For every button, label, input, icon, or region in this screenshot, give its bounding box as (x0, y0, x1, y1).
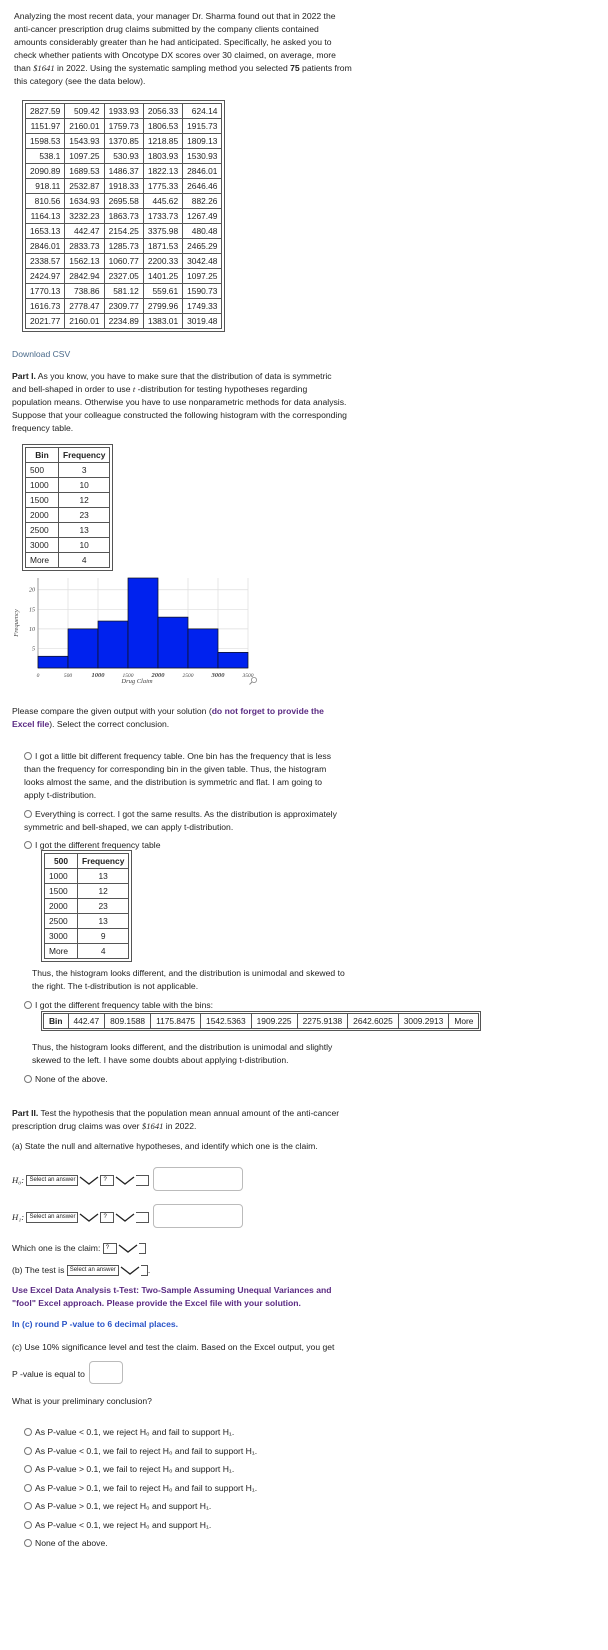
table-row (26, 239, 222, 254)
chevron-down-icon[interactable] (78, 1213, 100, 1222)
table-row (26, 134, 222, 149)
chevron-down-icon[interactable] (117, 1244, 139, 1253)
table-cell: 2827.59 (26, 104, 65, 119)
table-cell: 2646.46 (183, 179, 222, 194)
table-cell: 581.12 (104, 284, 143, 299)
part2-option-7[interactable] (24, 1537, 344, 1556)
table-cell: 4 (78, 944, 129, 959)
table-cell: 1689.53 (65, 164, 104, 179)
table-row (26, 538, 110, 553)
table-row (26, 553, 110, 568)
table-cell: 4 (59, 553, 110, 568)
part1-paragraph: Part I. As you know, you have to make sure that the distribution of data is symmetric and bell-shaped in order to use t -distribution for testing hypotheses regarding population means. Otherwise you have to use nonparametric methods for data analysis. Suppose that your colleague constructed the following histogram with the corresponding frequency table. (12, 371, 347, 433)
table-cell: 1616.73 (26, 299, 65, 314)
table-row (26, 463, 110, 478)
radio-icon[interactable] (24, 1539, 32, 1547)
download-csv-link[interactable]: Download CSV (12, 349, 71, 359)
table-cell: 1759.73 (104, 119, 143, 134)
table-row (26, 164, 222, 179)
table-row (45, 914, 129, 929)
claim-select-end (139, 1243, 146, 1254)
table-row (26, 299, 222, 314)
table-row (26, 269, 222, 284)
table-cell: 13 (59, 523, 110, 538)
histogram-bar (158, 617, 188, 668)
excel-note: Use Excel Data Analysis t-Test: Two-Sample Assuming Unequal Variances and "fool" Excel approach. Please provide the Excel file with your solution. (12, 1285, 332, 1308)
h0-operator-select[interactable]: ? (100, 1175, 114, 1186)
table-cell: 738.86 (65, 284, 104, 299)
table-cell: 2695.58 (104, 194, 143, 209)
radio-icon[interactable] (24, 1484, 32, 1492)
table-cell: 1634.93 (65, 194, 104, 209)
claim-row: Which one is the claim: ? (12, 1241, 146, 1255)
table-header-row (26, 448, 110, 463)
table-cell: 3009.2913 (398, 1014, 449, 1029)
table-cell: 500 (26, 463, 59, 478)
table-cell: 1806.53 (143, 119, 182, 134)
h1-operator-select[interactable]: ? (100, 1212, 114, 1223)
table-cell: 810.56 (26, 194, 65, 209)
table-header-row (45, 854, 129, 869)
table-cell: 1164.13 (26, 209, 65, 224)
table-cell: 1383.01 (143, 314, 182, 329)
table-cell: 2000 (26, 508, 59, 523)
claim-select[interactable]: ? (103, 1243, 117, 1254)
table-header: Frequency (59, 448, 110, 463)
table-cell: 2532.87 (65, 179, 104, 194)
part1-option-1[interactable]: I got a little bit different frequency table. One bin has the frequency that is less than the frequency for corresponding bin in the given table. Thus, the histogram looks almost the same, and the distribution is symmetric and flat. I am going to apply t-distribution. (24, 751, 332, 800)
histogram-bar (218, 652, 248, 668)
x-tick-label: 1500 (122, 673, 134, 679)
table-cell: 2799.96 (143, 299, 182, 314)
test-type-select[interactable]: Select an answer (67, 1265, 119, 1276)
h0-label: H₀: (12, 1175, 25, 1185)
table-cell: 1401.25 (143, 269, 182, 284)
table-cell: 1486.37 (104, 164, 143, 179)
table-cell: 2833.73 (65, 239, 104, 254)
table-cell: 2234.89 (104, 314, 143, 329)
table-cell: 1151.97 (26, 119, 65, 134)
histogram-chart (8, 568, 270, 698)
table-cell: 882.26 (183, 194, 222, 209)
table-row (44, 1014, 479, 1029)
table-cell: 3 (59, 463, 110, 478)
table-cell: 1543.93 (65, 134, 104, 149)
x-tick-label: 2000 (151, 672, 165, 679)
y-tick-label: 20 (29, 587, 35, 594)
table-cell: 3000 (45, 929, 78, 944)
h0-row (12, 1173, 149, 1187)
table-cell: 1871.53 (143, 239, 182, 254)
table-cell: 1770.13 (26, 284, 65, 299)
table-cell: 530.93 (104, 149, 143, 164)
table-cell: 2465.29 (183, 239, 222, 254)
radio-icon[interactable] (24, 841, 32, 849)
h1-select-end (136, 1212, 149, 1223)
table-cell: 2309.77 (104, 299, 143, 314)
table-cell: 9 (78, 929, 129, 944)
table-header: Frequency (78, 854, 129, 869)
x-tick-label: 3000 (211, 672, 225, 679)
option-label: As P-value > 0.1, we fail to reject H₀ and support H₁. (35, 1464, 235, 1474)
option-label: As P-value < 0.1, we reject H₀ and support H₁. (35, 1519, 212, 1530)
h1-value-input[interactable] (153, 1204, 243, 1228)
radio-icon[interactable] (24, 1075, 32, 1083)
table-cell: 23 (59, 508, 110, 523)
table-row (26, 314, 222, 329)
table-row (26, 254, 222, 269)
table-cell: 3375.98 (143, 224, 182, 239)
freq-table-wrapper (22, 444, 113, 571)
radio-icon[interactable] (24, 1521, 32, 1529)
table-cell: 3042.48 (183, 254, 222, 269)
option4-bins-table (43, 1013, 479, 1029)
h0-select-end (136, 1175, 149, 1186)
table-cell: 2846.01 (26, 239, 65, 254)
test-type-select-end (141, 1265, 148, 1276)
table-cell: 3000 (26, 538, 59, 553)
table-cell: 23 (78, 899, 129, 914)
part1-option-2[interactable]: Everything is correct. I got the same results. As the distribution is approximately symmetric and bell-shaped, we can apply t-distribution. (24, 809, 337, 832)
x-axis-label: Drug Claim (121, 678, 153, 685)
table-row (45, 869, 129, 884)
part2-option-1[interactable] (24, 1426, 344, 1445)
x-tick-label: 0 (36, 673, 40, 679)
table-cell: 2846.01 (183, 164, 222, 179)
table-cell: 1909.225 (251, 1014, 297, 1029)
round-note: In (c) round P -value to 6 decimal places. (12, 1319, 179, 1329)
table-cell: 809.1588 (105, 1014, 151, 1029)
table-cell: 1933.93 (104, 104, 143, 119)
table-cell: 2154.25 (104, 224, 143, 239)
table-cell: 10 (59, 538, 110, 553)
y-tick-label: 15 (29, 607, 35, 614)
table-cell: 1097.25 (183, 269, 222, 284)
table-cell: 2842.94 (65, 269, 104, 284)
table-row (26, 104, 222, 119)
table-cell: 480.48 (183, 224, 222, 239)
table-cell: 12 (78, 884, 129, 899)
table-row (45, 884, 129, 899)
x-tick-label: 2500 (182, 673, 194, 679)
part2-c-text: (c) Use 10% significance level and test the claim. Based on the Excel output, you get (12, 1342, 335, 1352)
table-cell: 2275.9138 (297, 1014, 348, 1029)
table-cell: 2160.01 (65, 119, 104, 134)
h0-value-input[interactable] (153, 1167, 243, 1191)
part2-option-4[interactable] (24, 1482, 344, 1501)
pvalue-input[interactable] (89, 1361, 123, 1384)
table-header: 500 (45, 854, 78, 869)
y-axis-label: Frequency (13, 609, 20, 637)
part2-a-text: (a) State the null and alternative hypotheses, and identify which one is the claim. (12, 1141, 318, 1151)
histogram-bar (38, 656, 68, 668)
table-cell: 2056.33 (143, 104, 182, 119)
table-cell: 442.47 (68, 1014, 105, 1029)
table-cell: 1530.93 (183, 149, 222, 164)
table-cell: 3019.48 (183, 314, 222, 329)
table-cell: 1803.93 (143, 149, 182, 164)
part2-paragraph: Part II. Test the hypothesis that the population mean annual amount of the anti-cancer prescription drug claims was over $1641 in 2022. (12, 1108, 340, 1131)
table-cell: 2778.47 (65, 299, 104, 314)
table-cell: 10 (59, 478, 110, 493)
table-cell: 1775.33 (143, 179, 182, 194)
chevron-down-icon[interactable] (78, 1176, 100, 1185)
table-cell: 2500 (45, 914, 78, 929)
table-cell: 1863.73 (104, 209, 143, 224)
part2-option-5[interactable] (24, 1500, 344, 1519)
radio-icon[interactable] (24, 1428, 32, 1436)
table-cell: 1918.33 (104, 179, 143, 194)
intro-paragraph: Analyzing the most recent data, your manager Dr. Sharma found out that in 2022 the anti-cancer prescription drug claims submitted by the company clients contained amounts considerably greater than he had anticipated. Specifically, he asked you to check whether patients with Oncotype DX scores over 30 claimed, on average, more than $1641 in 2022. Using the systematic sampling method you selected 75 patients from this category (see the data below). (14, 11, 352, 86)
table-cell: 1000 (45, 869, 78, 884)
table-header: Bin (26, 448, 59, 463)
table-cell: 918.11 (26, 179, 65, 194)
table-row (26, 478, 110, 493)
table-cell: 559.61 (143, 284, 182, 299)
table-row (26, 523, 110, 538)
table-cell: 2200.33 (143, 254, 182, 269)
option-label: None of the above. (35, 1538, 108, 1548)
part1-option-5[interactable]: None of the above. (24, 1073, 344, 1086)
table-cell: 1175.8475 (151, 1014, 201, 1029)
table-row (26, 224, 222, 239)
table-row (26, 179, 222, 194)
table-cell: 442.47 (65, 224, 104, 239)
table-cell: 2642.6025 (348, 1014, 399, 1029)
table-cell: 1500 (26, 493, 59, 508)
table-cell: 1822.13 (143, 164, 182, 179)
radio-icon[interactable] (24, 1465, 32, 1473)
radio-icon[interactable] (24, 810, 32, 818)
table-cell: 1590.73 (183, 284, 222, 299)
x-tick-label: 3500 (242, 673, 254, 679)
table-row (26, 149, 222, 164)
table-cell: 624.14 (183, 104, 222, 119)
x-tick-label: 1000 (91, 672, 105, 679)
table-cell: 13 (78, 914, 129, 929)
part2-option-6[interactable] (24, 1519, 344, 1538)
table-row (26, 119, 222, 134)
table-row (26, 508, 110, 523)
table-cell: 445.62 (143, 194, 182, 209)
option3-text: Thus, the histogram looks different, and the distribution is unimodal and skewed to the right. The t-distribution is not applicable. (32, 968, 345, 991)
option-label: As P-value > 0.1, we reject H₀ and support H₁. (35, 1501, 212, 1511)
part2-options (24, 1426, 344, 1556)
frequency-table (25, 447, 110, 568)
x-tick-label: 500 (63, 673, 73, 679)
histogram-bar (68, 629, 98, 668)
radio-icon[interactable] (24, 752, 32, 760)
option-label: As P-value > 0.1, we fail to reject H₀ and fail to support H₁. (35, 1482, 258, 1493)
option4-bins-wrapper (41, 1011, 481, 1031)
table-cell: 1915.73 (183, 119, 222, 134)
table-row (26, 209, 222, 224)
table-cell: 1653.13 (26, 224, 65, 239)
chevron-down-icon[interactable] (119, 1266, 141, 1275)
table-header: Bin (44, 1014, 69, 1029)
y-tick-label: 10 (29, 626, 35, 633)
option-label: As P-value < 0.1, we reject H₀ and fail to support H₁. (35, 1427, 235, 1437)
table-cell: 2160.01 (65, 314, 104, 329)
radio-icon[interactable] (24, 1001, 32, 1009)
table-cell: More (45, 944, 78, 959)
h0-select[interactable]: Select an answer (26, 1175, 78, 1186)
option4-text: Thus, the histogram looks different, and the distribution is unimodal and slightly skewed to the left. I have some doubts about applying t-distribution. (32, 1042, 333, 1065)
prelim-question: What is your preliminary conclusion? (12, 1396, 152, 1406)
table-row (26, 194, 222, 209)
table-cell: 1598.53 (26, 134, 65, 149)
table-cell: 2000 (45, 899, 78, 914)
table-cell: 1542.5363 (201, 1014, 252, 1029)
table-cell: 1809.13 (183, 134, 222, 149)
compare-paragraph: Please compare the given output with your solution (do not forget to provide the Excel file). Select the correct conclusion. (12, 706, 324, 729)
table-cell: 1060.77 (104, 254, 143, 269)
part1-option-3[interactable]: I got the different frequency table (24, 839, 344, 852)
table-cell: 13 (78, 869, 129, 884)
table-cell: 1285.73 (104, 239, 143, 254)
table-cell: 1733.73 (143, 209, 182, 224)
part2-option-2[interactable] (24, 1445, 344, 1464)
table-row (45, 899, 129, 914)
table-cell: 12 (59, 493, 110, 508)
histogram-bar (188, 629, 218, 668)
part2-option-3[interactable] (24, 1463, 344, 1482)
chevron-down-icon[interactable] (114, 1176, 136, 1185)
table-cell: 1097.25 (65, 149, 104, 164)
table-cell: 1370.85 (104, 134, 143, 149)
table-cell: 2021.77 (26, 314, 65, 329)
h1-select[interactable]: Select an answer (26, 1212, 78, 1223)
table-cell: 1749.33 (183, 299, 222, 314)
table-cell: 1267.49 (183, 209, 222, 224)
table-row (45, 944, 129, 959)
table-cell: 509.42 (65, 104, 104, 119)
table-cell: 2424.97 (26, 269, 65, 284)
table-cell: 2500 (26, 523, 59, 538)
table-cell: More (26, 553, 59, 568)
table-cell: 2338.57 (26, 254, 65, 269)
table-cell: More (449, 1014, 479, 1029)
part1-option-4[interactable]: I got the different frequency table with the bins: (24, 999, 344, 1012)
option3-frequency-table (44, 853, 129, 959)
test-type-row: (b) The test is Select an answer . (12, 1265, 151, 1275)
chevron-down-icon[interactable] (114, 1213, 136, 1222)
pvalue-row: P -value is equal to (12, 1369, 85, 1379)
table-cell: 1562.13 (65, 254, 104, 269)
radio-icon[interactable] (24, 1447, 32, 1455)
histogram-bar (98, 621, 128, 668)
table-cell: 1000 (26, 478, 59, 493)
table-cell: 3232.23 (65, 209, 104, 224)
table-cell: 2327.05 (104, 269, 143, 284)
table-row (26, 284, 222, 299)
table-cell: 2090.89 (26, 164, 65, 179)
h1-row (12, 1210, 149, 1224)
option-label: As P-value < 0.1, we fail to reject H₀ and fail to support H₁. (35, 1445, 258, 1456)
table-cell: 538.1 (26, 149, 65, 164)
table-cell: 1218.85 (143, 134, 182, 149)
data-table-wrapper (22, 100, 225, 332)
table-row (26, 493, 110, 508)
y-tick-label: 5 (32, 646, 35, 653)
data-table (25, 103, 222, 329)
h1-label: H₁: (12, 1212, 25, 1222)
radio-icon[interactable] (24, 1502, 32, 1510)
histogram-bar (128, 578, 158, 668)
table-row (45, 929, 129, 944)
option3-table-wrapper (41, 850, 132, 962)
table-cell: 1500 (45, 884, 78, 899)
